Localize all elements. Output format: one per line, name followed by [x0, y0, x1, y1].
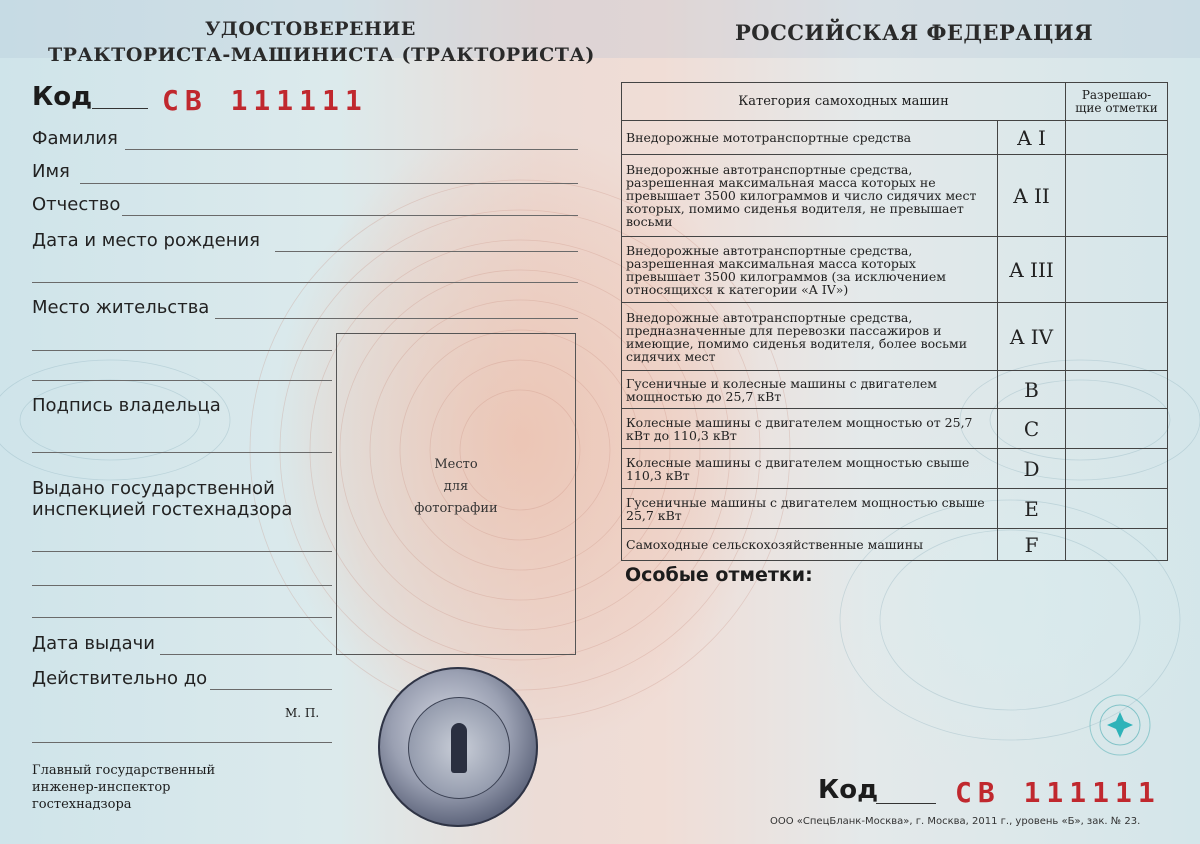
stamp-place-label: М. П.	[285, 706, 320, 720]
code-label: Код	[32, 82, 93, 112]
name-line	[80, 183, 578, 184]
table-row	[622, 371, 1168, 409]
table-row	[622, 155, 1168, 237]
table-header-row	[622, 83, 1168, 121]
category-mark-cell	[1066, 449, 1168, 489]
category-code: A II	[998, 155, 1066, 237]
code-underline-bottom	[876, 803, 936, 804]
category-description: Внедорожные мототранспортные средства	[622, 121, 998, 155]
rosette-ornament	[1085, 690, 1155, 760]
table-row	[622, 237, 1168, 303]
issued-label-2: инспекцией гостехнадзора	[32, 499, 293, 520]
table-row	[622, 449, 1168, 489]
category-code: A IV	[998, 303, 1066, 371]
residence-line-2	[32, 350, 332, 351]
birth-line-2	[32, 282, 578, 283]
residence-line	[215, 318, 578, 319]
table-row	[622, 529, 1168, 561]
category-mark-cell	[1066, 409, 1168, 449]
category-code: E	[998, 489, 1066, 529]
category-mark-cell	[1066, 303, 1168, 371]
country-title: РОССИЙСКАЯ ФЕДЕРАЦИЯ	[735, 20, 1094, 45]
issue-date-label: Дата выдачи	[32, 633, 155, 654]
category-mark-cell	[1066, 371, 1168, 409]
surname-line	[125, 149, 578, 150]
table-row	[622, 121, 1168, 155]
valid-until-line	[210, 689, 332, 690]
code-label-bottom: Код	[818, 775, 879, 805]
birth-line	[275, 251, 578, 252]
category-description: Внедорожные автотранспортные средства, разрешенная максимальная масса которых превышает 3500 килограммов (за исключением относящихся к категории «A IV»)	[622, 237, 998, 303]
inspector-label-3: гостехнадзора	[32, 797, 132, 812]
categories-table	[621, 82, 1168, 561]
inspector-label-1: Главный государственный	[32, 763, 216, 778]
category-description: Внедорожные автотранспортные средства, разрешенная максимальная масса которых не превышает 3500 килограммов и число сидячих мест которых, помимо сиденья водителя, не превышает восьми	[622, 155, 998, 237]
category-code: F	[998, 529, 1066, 561]
issue-date-line	[160, 654, 332, 655]
special-marks-label: Особые отметки:	[625, 564, 813, 586]
hologram-inner	[408, 697, 510, 799]
category-code: D	[998, 449, 1066, 489]
patronymic-line	[122, 215, 578, 216]
inspector-label-2: инженер-инспектор	[32, 780, 171, 795]
photo-placeholder-text: Место для фотографии	[414, 457, 498, 516]
table-row	[622, 303, 1168, 371]
category-code: A III	[998, 237, 1066, 303]
title-line-2: ТРАКТОРИСТА-МАШИНИСТА (ТРАКТОРИСТА)	[48, 44, 595, 66]
category-mark-cell	[1066, 237, 1168, 303]
table-row	[622, 409, 1168, 449]
hologram-seal	[378, 667, 538, 827]
category-description: Колесные машины с двигателем мощностью свыше 110,3 кВт	[622, 449, 998, 489]
birth-label: Дата и место рождения	[32, 230, 260, 251]
category-mark-cell	[1066, 121, 1168, 155]
issued-line-2	[32, 585, 332, 586]
category-description: Колесные машины с двигателем мощностью от 25,7 кВт до 110,3 кВт	[622, 409, 998, 449]
photo-box	[336, 333, 576, 655]
issued-line-3	[32, 617, 332, 618]
title-line-1: УДОСТОВЕРЕНИЕ	[205, 18, 416, 40]
category-code: A I	[998, 121, 1066, 155]
header-category: Категория самоходных машин	[622, 83, 1066, 121]
code-value-bottom: СВ 111111	[955, 776, 1161, 809]
category-description: Самоходные сельскохозяйственные машины	[622, 529, 998, 561]
hologram-figure	[451, 723, 467, 773]
category-mark-cell	[1066, 155, 1168, 237]
patronymic-label: Отчество	[32, 194, 121, 215]
valid-until-label: Действительно до	[32, 668, 208, 689]
residence-label: Место жительства	[32, 297, 210, 318]
name-label: Имя	[32, 161, 70, 182]
inspector-sign-line	[32, 742, 332, 743]
category-description: Внедорожные автотранспортные средства, предназначенные для перевозки пассажиров и имеющие, помимо сиденья водителя, более восьми сидячих мест	[622, 303, 998, 371]
category-mark-cell	[1066, 529, 1168, 561]
category-code: C	[998, 409, 1066, 449]
header-marks: Разрешаю- щие отметки	[1066, 83, 1168, 121]
table-row	[622, 489, 1168, 529]
code-value: СВ 111111	[162, 84, 368, 117]
printer-info: ООО «СпецБланк-Москва», г. Москва, 2011 г., уровень «Б», зак. № 23.	[770, 816, 1141, 827]
category-description: Гусеничные и колесные машины с двигателем мощностью до 25,7 кВт	[622, 371, 998, 409]
category-description: Гусеничные машины с двигателем мощностью свыше 25,7 кВт	[622, 489, 998, 529]
signature-line	[32, 452, 332, 453]
surname-label: Фамилия	[32, 128, 118, 149]
category-mark-cell	[1066, 489, 1168, 529]
category-code: B	[998, 371, 1066, 409]
residence-line-3	[32, 380, 332, 381]
signature-label: Подпись владельца	[32, 395, 221, 416]
code-underline	[92, 108, 148, 109]
issued-label-1: Выдано государственной	[32, 478, 275, 499]
issued-line-1	[32, 551, 332, 552]
